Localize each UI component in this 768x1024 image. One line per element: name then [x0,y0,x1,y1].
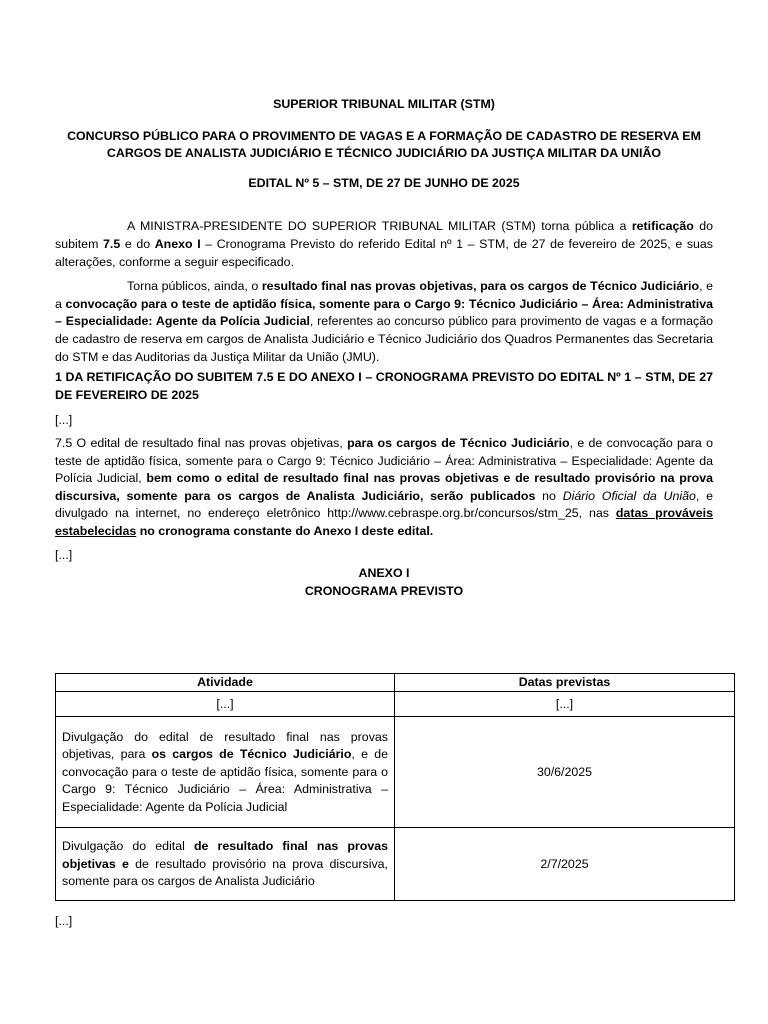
bold-text: de resultado final nas provas objetivas e [62,839,388,871]
text: Divulgação do edital de resultado final nas provas objetivas, para [62,729,388,762]
bold-text: no cronograma constante do Anexo I deste edital. [136,523,434,538]
annex-subtitle: CRONOGRAMA PREVISTO [304,583,464,598]
text: no [535,488,563,503]
schedule-table [55,673,735,901]
text: 7.5 O edital de resultado final nas provas objetivas, [55,435,348,450]
table-row [56,828,735,901]
text: , e a [55,279,713,311]
text: , e de convocação para o teste de aptidão física, somente para o Cargo 9: Técnico Judiciário – Área: Administrativa – Especialidade: Agente da Polícia Judicial, [55,435,714,486]
text: do subitem [55,219,714,251]
text: , e de convocação para o teste de aptidão física, somente para o Cargo 9: Técnico Judiciário – Área: Administrativa – Especialidade: Agente da Polícia Judicial [62,747,388,814]
org-heading: SUPERIOR TRIBUNAL MILITAR (STM) [273,97,495,111]
bold-text: retificação [631,219,694,234]
ellipsis-marker: [...] [55,548,73,563]
table-row [56,717,735,828]
edital-title: EDITAL Nº 5 – STM, DE 27 DE JUNHO DE 2025 [248,175,520,190]
text: A MINISTRA-PRESIDENTE DO SUPERIOR TRIBUNAL MILITAR (STM) torna pública a [127,219,632,234]
text: Torna públicos, ainda, o [127,279,262,294]
date-cell: 30/6/2025 [395,717,735,828]
underlined-text: datas prováveis estabelecidas [55,506,713,538]
text: , referentes ao concurso público para provimento de vagas e a formação de cadastro de reserva em cargos de Analista Judiciário e Técnico Judiciário dos Quadros Permanentes das Secretaria do STM e das Auditorias da Justiça Militar da União (JMU). [55,314,713,364]
date-cell: 2/7/2025 [395,828,735,901]
item-7-5 [55,435,713,541]
table-cell: [...] [56,692,395,717]
table-cell [56,717,395,828]
bold-text: Anexo I [154,236,201,251]
ellipsis-marker: [...] [55,413,73,428]
annex-title: ANEXO I [358,566,410,581]
text: , e divulgado na internet, no endereço eletrônico http://www.cebraspe.org.br/concursos/stm_25, nas [55,488,713,521]
table-header-row [56,674,735,692]
bold-text: bem como o edital de resultado final nas provas objetivas e de resultado provisório na prova discursiva, somente para os cargos de Analista Judiciário, serão publicados [55,471,713,503]
bold-text: convocação para o teste de aptidão física, somente para o Cargo 9: Técnico Judiciário – Área: Administrativa – Especialidade: Agente da Polícia Judicial [55,296,713,329]
bold-text: os cargos de Técnico Judiciário [151,747,352,762]
text: Divulgação do edital [62,839,194,854]
table-cell: [...] [395,692,735,717]
section-1-title: 1 DA RETIFICAÇÃO DO SUBITEM 7.5 E DO ANEXO I – CRONOGRAMA PREVISTO DO EDITAL Nº 1 – STM, DE 27 DE FEVEREIRO DE 2025 [55,370,713,402]
bold-text: resultado final nas provas objetivas, para os cargos de Técnico Judiciário [261,279,700,294]
italic-text: Diário Oficial da União [562,488,696,503]
text: e do [120,236,155,251]
document-page [55,92,713,600]
ellipsis-marker: [...] [55,914,73,928]
text: – Cronograma Previsto do referido Edital nº 1 – STM, de 27 de fevereiro de 2025, e suas alterações, conforme a seguir especificado. [55,236,713,269]
table-cell [56,828,395,901]
table-row [56,692,735,717]
paragraph-intro [55,218,713,271]
bold-text: 7.5 [103,236,121,251]
bold-text: para os cargos de Técnico Judiciário [347,435,570,450]
paragraph-results [55,278,713,366]
column-header: Datas previstas [395,674,735,692]
contest-title: CONCURSO PÚBLICO PARA O PROVIMENTO DE VAGAS E A FORMAÇÃO DE CADASTRO DE RESERVA EM CARGOS DE ANALISTA JUDICIÁRIO E TÉCNICO JUDICIÁRIO DA JUSTIÇA MILITAR DA UNIÃO [67,128,701,161]
text: de resultado provisório na prova discursiva, somente para os cargos de Analista Judiciário [62,856,388,889]
column-header: Atividade [56,674,395,692]
